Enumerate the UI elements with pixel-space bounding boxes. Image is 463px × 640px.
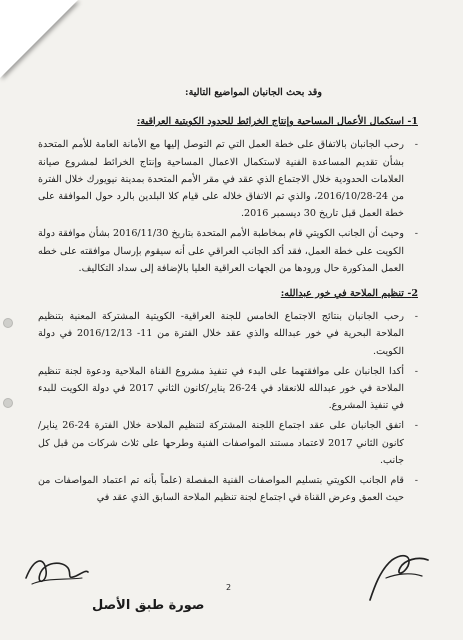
list-item [38,472,418,506]
punch-hole [3,398,13,408]
section-2 [38,285,418,506]
bullet-marker: - [414,475,418,487]
bullet-marker: - [414,365,418,377]
bullet-marker: - [414,228,418,240]
section-1 [38,113,418,277]
punch-hole [3,318,13,328]
list-item-text: رحب الجانبان بالاتفاق على خطة العمل التي تم التوصل إليها مع الأمانة العامة للأمم المتحدة بشأن تقديم المساعدة الفنية لاستكمال الاعمال المساحية وإنتاج الخرائط لمشروع صيانة العلامات الحدودية خلال الاجتماع الذي عقد في مقر الأمم المتحدة بمدينة نيويورك خلال الفترة من 24-2016/10/28، والذي تم الاتفاق خلاله على قيام كلا البلدين بالرد حول الموافقة على خطة العمل قبل تاريخ 30 ديسمبر 2016. [38,139,404,220]
bullet-marker: - [414,420,418,432]
section-heading: 1- استكمال الأعمال المساحية وإنتاج الخرائط للحدود الكويتية العراقية: [136,116,418,128]
bullet-marker: - [414,311,418,323]
list-item [38,417,418,469]
folded-corner [0,0,78,78]
intro-line: وقد بحث الجانبان المواضيع التالية: [185,87,322,98]
list-item [38,225,418,277]
page-number: 2 [226,583,232,592]
list-item-text: قام الجانب الكويتي بتسليم المواصفات الفنية المفصلة (علماً بأنه تم اعتماد المواصفات من حيث العمق وعرض القناة في اجتماع لجنة تنظيم الملاحة السابق الذي عقد في [38,475,404,504]
list-item-text: أكدا الجانبان على موافقتهما على البدء في تنفيذ مشروع القناة الملاحية ودعوة لجنة تنظيم الملاحة في خور عبدالله للانعقاد في 24-26 يناير/كانون الثاني 2017 في دولة الكويت للبدء في تنفيذ المشروع. [38,365,404,412]
document-body [38,84,418,509]
list-item [38,308,418,360]
list-item-text: اتفق الجانبان على عقد اجتماع اللجنة المشتركة لتنظيم الملاحة خلال الفترة 24-26 يناير/كانون الثاني 2017 لاعتماد مستند المواصفات الفنية وطرحها على ثلاث شركات من قبل كل جانب. [38,420,404,466]
list-item-text: رحب الجانبان بنتائج الاجتماع الخامس للجنة العراقية- الكويتية المشتركة المعنية بتنظيم الملاحة البحرية في خور عبدالله والذي عقد خلال الفترة من 11- 2016/12/13 في دولة الكويت. [38,311,404,357]
section-heading: 2- تنظيم الملاحة في خور عبدالله: [280,288,418,300]
list-item [38,363,418,415]
signature-left [22,548,92,594]
list-item-text: وحيث أن الجانب الكويتي قام بمخاطبة الأمم المتحدة بتاريخ 2016/11/30 بشأن موافقة دولة الكويت على خطة العمل، فقد أكد الجانب العراقي على أنه سيقوم بإرسال موافقته على خطه العمل المذكورة حال ورودها من الجهات العراقية العليا بالإضافة إلى سداد التكاليف. [38,228,404,274]
certified-copy-stamp: صورة طبق الأصل [92,598,205,613]
list-item [38,136,418,222]
signature-right [356,548,436,606]
bullet-marker: - [414,139,418,151]
